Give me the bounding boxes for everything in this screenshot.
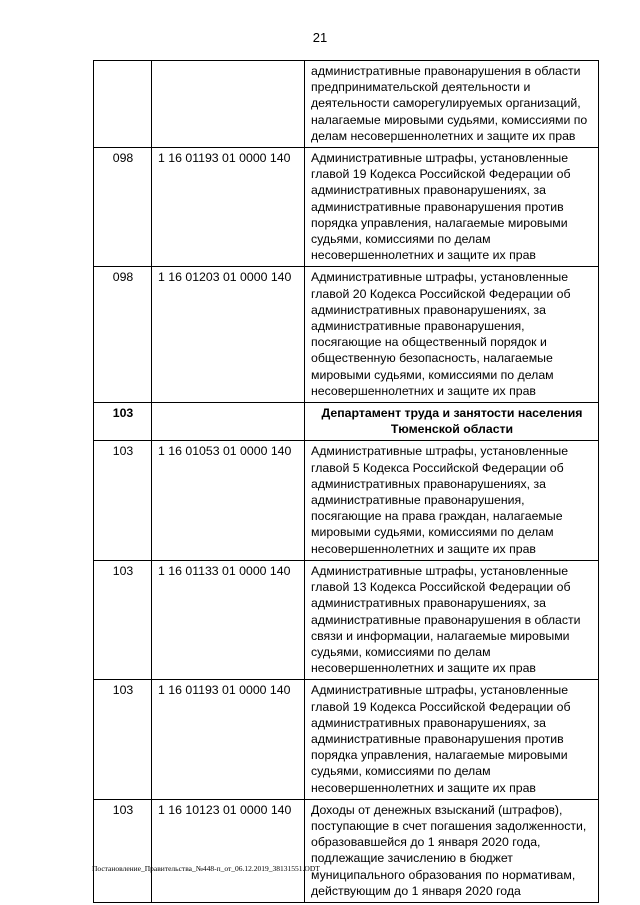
description-line: несовершеннолетних и защите их прав bbox=[311, 383, 536, 398]
description-line: Административные штрафы, установленные bbox=[311, 683, 569, 698]
admin-code-cell bbox=[94, 61, 152, 148]
table-row bbox=[94, 680, 599, 799]
description-line: главой 19 Кодекса Российской Федерации об bbox=[311, 167, 571, 182]
description-line: несовершеннолетних и защите их прав bbox=[311, 661, 536, 676]
admin-code-cell: 103 bbox=[94, 560, 152, 679]
description-line: предпринимательской деятельности и bbox=[311, 80, 531, 95]
description-line: административных правонарушениях, за bbox=[311, 715, 546, 730]
description-line: деятельности саморегулируемых организаций, bbox=[311, 96, 581, 111]
description-line: Административные штрафы, установленные bbox=[311, 444, 569, 459]
description-line: административные правонарушения в области bbox=[311, 64, 581, 78]
description-cell bbox=[305, 441, 599, 560]
description-line: общественную безопасность, налагаемые bbox=[311, 351, 553, 366]
document-footer: Постановление_Правительства_№448-п_от_06.12.2019_38131551.ODT bbox=[92, 864, 320, 873]
budget-classification-table bbox=[93, 60, 599, 903]
table-section-heading-row bbox=[94, 403, 599, 441]
description-line: административных правонарушениях, за bbox=[311, 302, 546, 317]
description-line: несовершеннолетних и защите их прав bbox=[311, 541, 536, 556]
description-line: административных правонарушениях, за bbox=[311, 476, 546, 491]
description-cell bbox=[305, 680, 599, 799]
admin-code-cell: 103 bbox=[94, 403, 152, 441]
description-line: главой 19 Кодекса Российской Федерации об bbox=[311, 699, 571, 714]
description-line: главой 13 Кодекса Российской Федерации об bbox=[311, 580, 571, 595]
description-line: налагаемые мировыми судьями, комиссиями по bbox=[311, 112, 588, 127]
description-cell bbox=[305, 560, 599, 679]
admin-code-cell: 103 bbox=[94, 799, 152, 902]
description-line: административные правонарушения против bbox=[311, 199, 564, 214]
description-line: Тюменской области bbox=[390, 422, 514, 437]
description-line: Административные штрафы, установленные bbox=[311, 151, 569, 166]
description-line: делам несовершеннолетних и защите их прав bbox=[311, 128, 576, 143]
description-line: административные правонарушения в области bbox=[311, 612, 581, 627]
kbk-code-cell bbox=[152, 403, 305, 441]
description-line: судьями, комиссиями по делам bbox=[311, 232, 491, 247]
page-number: 21 bbox=[312, 30, 328, 45]
description-line: административные правонарушения, bbox=[311, 493, 525, 508]
description-line: Административные штрафы, установленные bbox=[311, 270, 569, 285]
table-row bbox=[94, 267, 599, 403]
kbk-code-cell: 1 16 01193 01 0000 140 bbox=[152, 148, 305, 267]
kbk-code-cell: 1 16 01053 01 0000 140 bbox=[152, 441, 305, 560]
description-line: подлежащие зачислению в бюджет bbox=[311, 851, 513, 866]
description-line: административных правонарушениях, за bbox=[311, 596, 546, 611]
description-line: Департамент труда и занятости населения bbox=[321, 406, 583, 421]
description-line: главой 5 Кодекса Российской Федерации об bbox=[311, 460, 564, 475]
admin-code-cell: 103 bbox=[94, 441, 152, 560]
description-line: муниципального образования по нормативам, bbox=[311, 867, 576, 882]
description-line: административных правонарушениях, за bbox=[311, 183, 546, 198]
admin-code-cell: 098 bbox=[94, 148, 152, 267]
kbk-code-cell: 1 16 01193 01 0000 140 bbox=[152, 680, 305, 799]
description-line: посягающие на общественный порядок и bbox=[311, 335, 547, 350]
description-line: мировыми судьями, комиссиями по делам bbox=[311, 367, 554, 382]
description-line: судьями, комиссиями по делам bbox=[311, 644, 491, 659]
department-name-cell bbox=[305, 403, 599, 441]
description-line: мировыми судьями, комиссиями по делам bbox=[311, 525, 554, 540]
description-line: порядка управления, налагаемые мировыми bbox=[311, 748, 568, 763]
description-line: посягающие на права граждан, налагаемые bbox=[311, 509, 563, 524]
description-line: Административные штрафы, установленные bbox=[311, 563, 569, 578]
description-line: судьями, комиссиями по делам bbox=[311, 764, 491, 779]
table-row bbox=[94, 560, 599, 679]
kbk-code-cell: 1 16 01203 01 0000 140 bbox=[152, 267, 305, 403]
description-line: несовершеннолетних и защите их прав bbox=[311, 248, 536, 263]
description-line: Доходы от денежных взысканий (штрафов), bbox=[311, 802, 563, 817]
description-line: образовавшейся до 1 января 2020 года, bbox=[311, 835, 541, 850]
kbk-code-cell bbox=[152, 61, 305, 148]
description-line: связи и информации, налагаемые мировыми bbox=[311, 628, 570, 643]
description-line: действующим до 1 января 2020 года bbox=[311, 883, 521, 898]
description-line: поступающие в счет погашения задолженности, bbox=[311, 818, 587, 833]
table-body bbox=[94, 61, 599, 903]
table-row bbox=[94, 799, 599, 902]
admin-code-cell: 098 bbox=[94, 267, 152, 403]
description-cell bbox=[305, 61, 599, 148]
description-line: главой 20 Кодекса Российской Федерации об bbox=[311, 286, 571, 301]
description-cell bbox=[305, 799, 599, 902]
table-row bbox=[94, 148, 599, 267]
description-cell bbox=[305, 148, 599, 267]
kbk-code-cell: 1 16 01133 01 0000 140 bbox=[152, 560, 305, 679]
description-line: несовершеннолетних и защите их прав bbox=[311, 780, 536, 795]
table-row bbox=[94, 61, 599, 148]
description-line: административные правонарушения, bbox=[311, 319, 525, 334]
description-line: административные правонарушения против bbox=[311, 731, 564, 746]
description-line: порядка управления, налагаемые мировыми bbox=[311, 215, 568, 230]
table-row bbox=[94, 441, 599, 560]
description-cell bbox=[305, 267, 599, 403]
admin-code-cell: 103 bbox=[94, 680, 152, 799]
kbk-code-cell: 1 16 10123 01 0000 140 bbox=[152, 799, 305, 902]
